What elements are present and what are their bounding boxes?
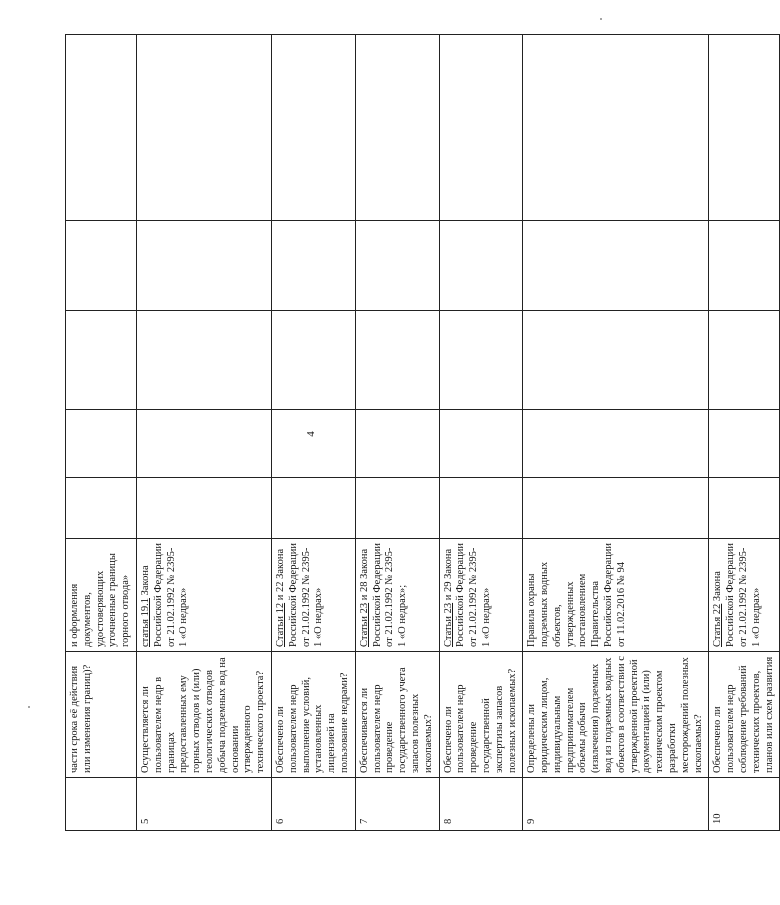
empty-cell bbox=[523, 35, 709, 221]
law-reference-link[interactable]: Статьи 23 bbox=[442, 602, 454, 647]
empty-cell bbox=[355, 311, 439, 410]
empty-cell bbox=[439, 410, 523, 478]
requirement-text: и 22 Закона Российской Федерации от 21.02.1992 № 2395-1 «О недрах» bbox=[274, 543, 325, 647]
row-number: 8 bbox=[439, 778, 523, 831]
empty-cell bbox=[355, 221, 439, 311]
law-reference-link[interactable]: Статьи 23 bbox=[358, 602, 370, 647]
law-reference-link[interactable]: статья 19.1 bbox=[139, 598, 151, 647]
law-reference-link[interactable]: Статья 22 bbox=[712, 603, 724, 647]
empty-cell bbox=[523, 221, 709, 311]
empty-cell bbox=[66, 35, 137, 221]
requirement-cell bbox=[439, 539, 523, 652]
empty-cell bbox=[66, 221, 137, 311]
rotated-table-wrapper bbox=[65, 35, 775, 831]
requirements-table bbox=[65, 34, 780, 831]
row-number: 6 bbox=[271, 778, 355, 831]
empty-cell bbox=[271, 221, 355, 311]
requirement-text: Закона Российской Федерации от 21.02.1992 № 2395-1 «О недрах» bbox=[139, 543, 190, 647]
empty-cell bbox=[136, 221, 271, 311]
row-number: 9 bbox=[523, 778, 709, 831]
scan-speck bbox=[28, 706, 30, 708]
table-row bbox=[709, 35, 780, 831]
scan-speck bbox=[600, 18, 602, 20]
table-row bbox=[355, 35, 439, 831]
empty-cell bbox=[66, 478, 137, 539]
requirement-cell bbox=[271, 539, 355, 652]
empty-cell bbox=[355, 35, 439, 221]
requirement-cell bbox=[66, 539, 137, 652]
question-cell: Определены ли юридическим лицом, индивидуальным предпринимателем объемы добычи (извлечения) подземных вод из подземных водных объектов в соответствии с утвержденной проектной документацией и (или) техническим проектом разработки месторождений полезных ископаемых? bbox=[523, 652, 709, 778]
empty-cell bbox=[439, 35, 523, 221]
requirement-text: и 28 Закона Российской Федерации от 21.02.1992 № 2395-1 «О недрах»; bbox=[358, 543, 409, 647]
question-cell: Обеспечено ли пользователем недр соблюдение требований технических проектов, планов или схем развития bbox=[709, 652, 780, 778]
empty-cell bbox=[355, 478, 439, 539]
empty-cell bbox=[709, 478, 780, 539]
law-reference-link[interactable]: Статьи 12 bbox=[274, 602, 286, 647]
question-cell: Обеспечено ли пользователем недр выполнение условий, установленных лицензией на пользование недрами? bbox=[271, 652, 355, 778]
empty-cell bbox=[136, 478, 271, 539]
empty-cell bbox=[271, 410, 355, 478]
table-row bbox=[523, 35, 709, 831]
empty-cell bbox=[136, 311, 271, 410]
empty-cell bbox=[523, 410, 709, 478]
question-cell: Обеспечено ли пользователем недр проведение государственной экспертизы запасов полезных ископаемых? bbox=[439, 652, 523, 778]
empty-cell bbox=[709, 35, 780, 221]
question-cell: части срока её действия или изменения границ)? bbox=[66, 652, 137, 778]
empty-cell bbox=[523, 311, 709, 410]
row-number: 5 bbox=[136, 778, 271, 831]
requirement-text: Правила охраны подземных водных объектов, утвержденных постановлением Правительства Российской Федерации от 11.02.2016 № 94 bbox=[526, 543, 627, 647]
requirement-cell bbox=[355, 539, 439, 652]
empty-cell bbox=[439, 221, 523, 311]
empty-cell bbox=[136, 35, 271, 221]
table-row bbox=[136, 35, 271, 831]
empty-cell bbox=[271, 478, 355, 539]
row-number bbox=[66, 778, 137, 831]
requirement-cell bbox=[136, 539, 271, 652]
empty-cell bbox=[271, 35, 355, 221]
empty-cell bbox=[66, 410, 137, 478]
empty-cell bbox=[439, 311, 523, 410]
empty-cell bbox=[523, 478, 709, 539]
question-cell: Осуществляется ли пользователем недр в границах предоставленных ему горных отводов и (или) геологических отводов добыча подземных вод на основании утвержденного технического проекта? bbox=[136, 652, 271, 778]
empty-cell bbox=[709, 311, 780, 410]
page-number: 4 bbox=[304, 431, 317, 437]
row-number: 10 bbox=[709, 778, 780, 831]
requirement-cell bbox=[523, 539, 709, 652]
requirement-cell bbox=[709, 539, 780, 652]
table-row bbox=[439, 35, 523, 831]
requirement-text: Закона Российской Федерации от 21.02.1992 № 2395-1 «О недрах» bbox=[712, 543, 762, 647]
empty-cell bbox=[136, 410, 271, 478]
row-number: 7 bbox=[355, 778, 439, 831]
question-cell: Обеспечивается ли пользователем недр проведение государственного учета запасов полезных ископаемых? bbox=[355, 652, 439, 778]
empty-cell bbox=[271, 311, 355, 410]
table-row bbox=[66, 35, 137, 831]
empty-cell bbox=[709, 410, 780, 478]
empty-cell bbox=[355, 410, 439, 478]
empty-cell bbox=[439, 478, 523, 539]
requirement-text: и 29 Закона Российской Федерации от 21.02.1992 № 2395-1 «О недрах» bbox=[442, 543, 492, 647]
empty-cell bbox=[709, 221, 780, 311]
table-row bbox=[271, 35, 355, 831]
empty-cell bbox=[66, 311, 137, 410]
requirement-text: и оформления документов, удостоверяющих уточненные границы горного отвода» bbox=[69, 553, 132, 647]
